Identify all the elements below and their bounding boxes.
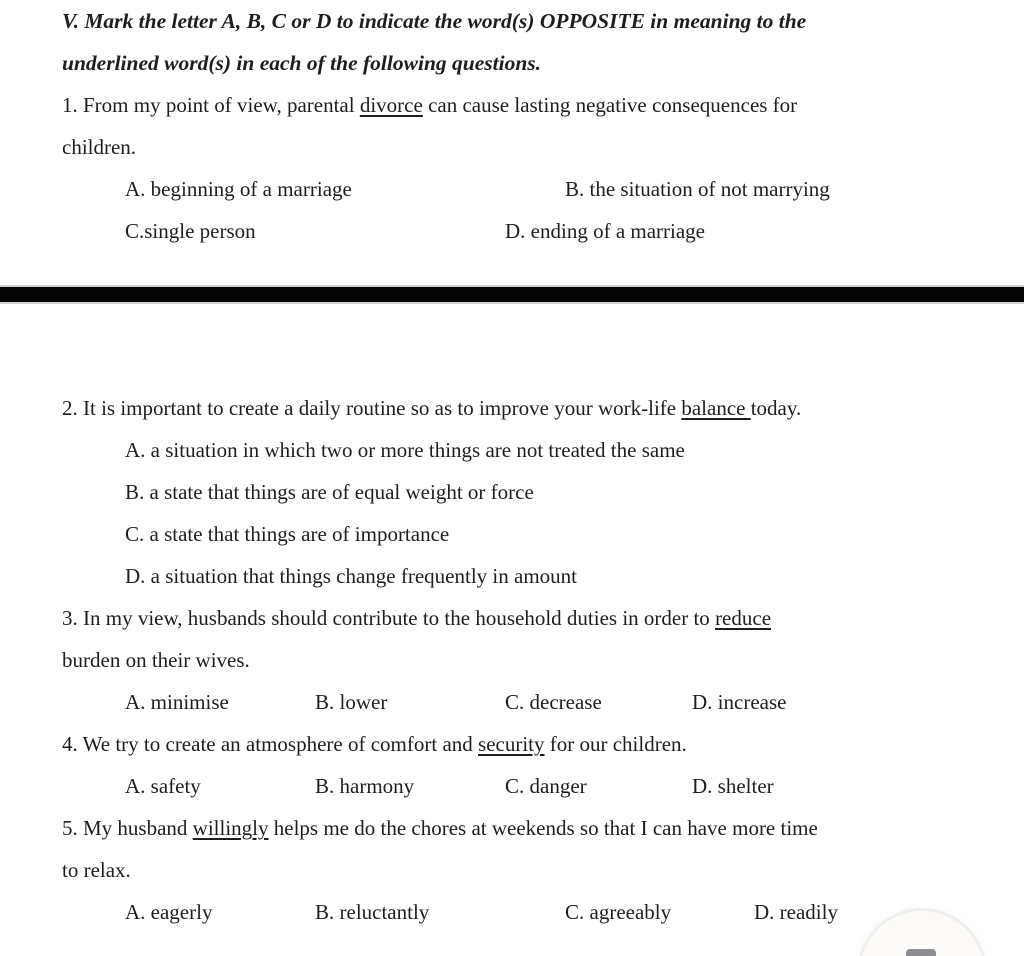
question-5-text-post: helps me do the chores at weekends so that I can have more time [268, 816, 818, 840]
question-3-line-2: burden on their wives. [62, 648, 250, 672]
question-4-line-1 [0, 723, 1024, 765]
section-header-line-2: underlined word(s) in each of the following questions. [62, 51, 542, 75]
question-1-text-pre: 1. From my point of view, parental [62, 93, 360, 117]
question-2-option-b: B. a state that things are of equal weight or force [125, 480, 534, 504]
question-4-option-b: B. harmony [315, 774, 415, 798]
question-1-options-row-1 [0, 168, 1024, 210]
question-1-options-row-2 [0, 210, 1024, 252]
question-4-text-pre: 4. We try to create an atmosphere of comfort and [62, 732, 479, 756]
question-5-line-1 [0, 807, 1024, 849]
question-3-text-pre: 3. In my view, husbands should contribute to the household duties in order to [62, 606, 716, 630]
question-2-option-c: C. a state that things are of importance [125, 522, 450, 546]
question-1-line-2: children. [62, 135, 137, 159]
question-5-option-d: D. readily [754, 900, 838, 924]
page-break-bar [0, 287, 1024, 302]
question-3-option-a: A. minimise [125, 690, 229, 714]
question-1-text-post: can cause lasting negative consequences for [422, 93, 798, 117]
question-3-options-row [0, 681, 1024, 723]
question-2-underlined-word: balance [681, 396, 751, 420]
question-5-option-a: A. eagerly [125, 900, 213, 924]
question-4-option-d: D. shelter [692, 774, 774, 798]
question-5-option-c: C. agreeably [565, 900, 672, 924]
question-1-option-a: A. beginning of a marriage [125, 177, 352, 201]
question-2-option-d: D. a situation that things change frequently in amount [125, 564, 577, 588]
camera-icon [906, 949, 936, 956]
question-3-line-1 [0, 597, 1024, 639]
question-2-text-post: today. [750, 396, 802, 420]
question-4-text-post: for our children. [544, 732, 687, 756]
question-4-underlined-word: security [478, 732, 545, 756]
question-5-underlined-word: willingly [192, 816, 269, 840]
question-1-option-c: C.single person [125, 219, 256, 243]
question-4-option-c: C. danger [505, 774, 587, 798]
question-3-option-d: D. increase [692, 690, 787, 714]
question-1-underlined-word: divorce [359, 93, 423, 117]
question-2-option-a: A. a situation in which two or more things are not treated the same [125, 438, 685, 462]
question-1-line-1 [0, 84, 1024, 126]
question-3-option-c: C. decrease [505, 690, 602, 714]
question-4-option-a: A. safety [125, 774, 201, 798]
question-5-text-pre: 5. My husband [62, 816, 193, 840]
question-1-option-b: B. the situation of not marrying [565, 177, 830, 201]
question-2-text-pre: 2. It is important to create a daily routine so as to improve your work-life [62, 396, 682, 420]
question-5-option-b: B. reluctantly [315, 900, 430, 924]
section-header-line-1: V. Mark the letter A, B, C or D to indicate the word(s) OPPOSITE in meaning to the [62, 9, 807, 33]
question-2-line-1 [0, 387, 1024, 429]
question-3-underlined-word: reduce [715, 606, 772, 630]
question-5-line-2: to relax. [62, 858, 131, 882]
question-5-options-row [0, 891, 1024, 933]
question-3-option-b: B. lower [315, 690, 388, 714]
question-4-options-row [0, 765, 1024, 807]
question-1-option-d: D. ending of a marriage [505, 219, 706, 243]
